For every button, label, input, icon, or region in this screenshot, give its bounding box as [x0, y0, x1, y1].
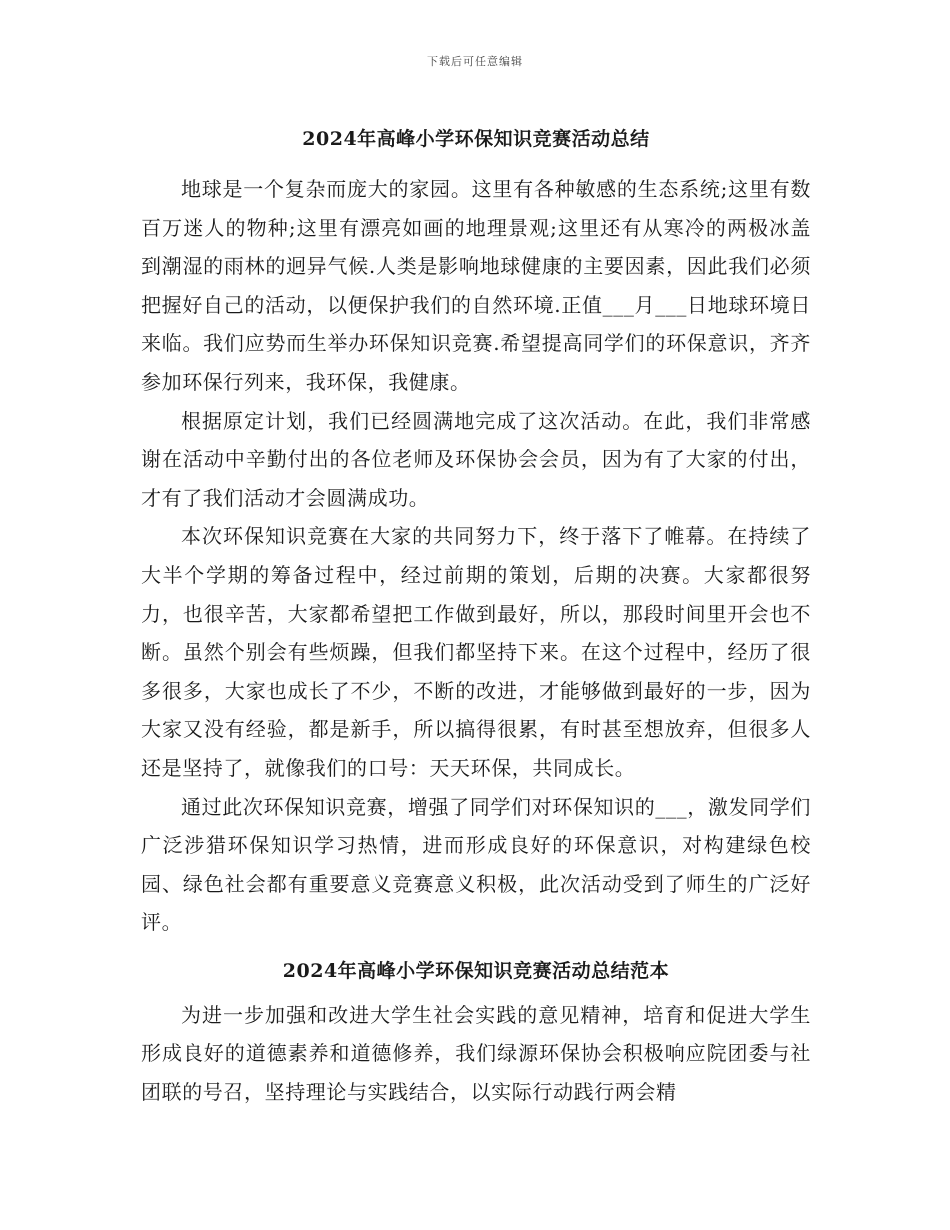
document-body	[141, 110, 811, 1112]
paragraph-process: 本次环保知识竞赛在大家的共同努力下，终于落下了帷幕。在持续了大半个学期的筹备过程中，经过前期的策划，后期的决赛。大家都很努力，也很辛苦，大家都希望把工作做到最好，所以，那段时间里开会也不断。虽然个别会有些烦躁，但我们都坚持下来。在这个过程中，经历了很多很多，大家也成长了不少，不断的改进，才能够做到最好的一步，因为大家又没有经验，都是新手，所以搞得很累，有时甚至想放弃，但很多人还是坚持了，就像我们的口号：天天环保，共同成长。	[141, 524, 811, 780]
paragraph-thanks: 根据原定计划，我们已经圆满地完成了这次活动。在此，我们非常感谢在活动中辛勤付出的各位老师及环保协会会员，因为有了大家的付出，才有了我们活动才会圆满成功。	[141, 408, 811, 510]
paragraph-template-intro: 为进一步加强和改进大学生社会实践的意见精神，培育和促进大学生形成良好的道德素养和道德修养，我们绿源环保协会积极响应院团委与社团联的号召，坚持理论与实践结合，以实际行动践行两会精	[141, 1002, 811, 1105]
paragraph-outcome: 通过此次环保知识竞赛，增强了同学们对环保知识的___，激发同学们广泛涉猎环保知识学习热情，进而形成良好的环保意识，对构建绿色校园、绿色社会都有重要意义竞赛意义积极，此次活动受到了师生的广泛好评。	[141, 794, 811, 935]
document-title: 2024年高峰小学环保知识竞赛活动总结	[302, 128, 650, 150]
section-title: 2024年高峰小学环保知识竞赛活动总结范本	[282, 959, 670, 982]
header-note: 下载后可任意编辑	[427, 55, 523, 68]
paragraph-intro: 地球是一个复杂而庞大的家园。这里有各种敏感的生态系统;这里有数百万迷人的物种;这里有漂亮如画的地理景观;这里还有从寒冷的两极冰盖到潮湿的雨林的迥异气候.人类是影响地球健康的主要因素，因此我们必须把握好自己的活动，以便保护我们的自然环境.正值___月___日地球环境日来临。我们应势而生举办环保知识竞赛.希望提高同学们的环保意识，齐齐参加环保行列来，我环保，我健康。	[141, 177, 811, 394]
